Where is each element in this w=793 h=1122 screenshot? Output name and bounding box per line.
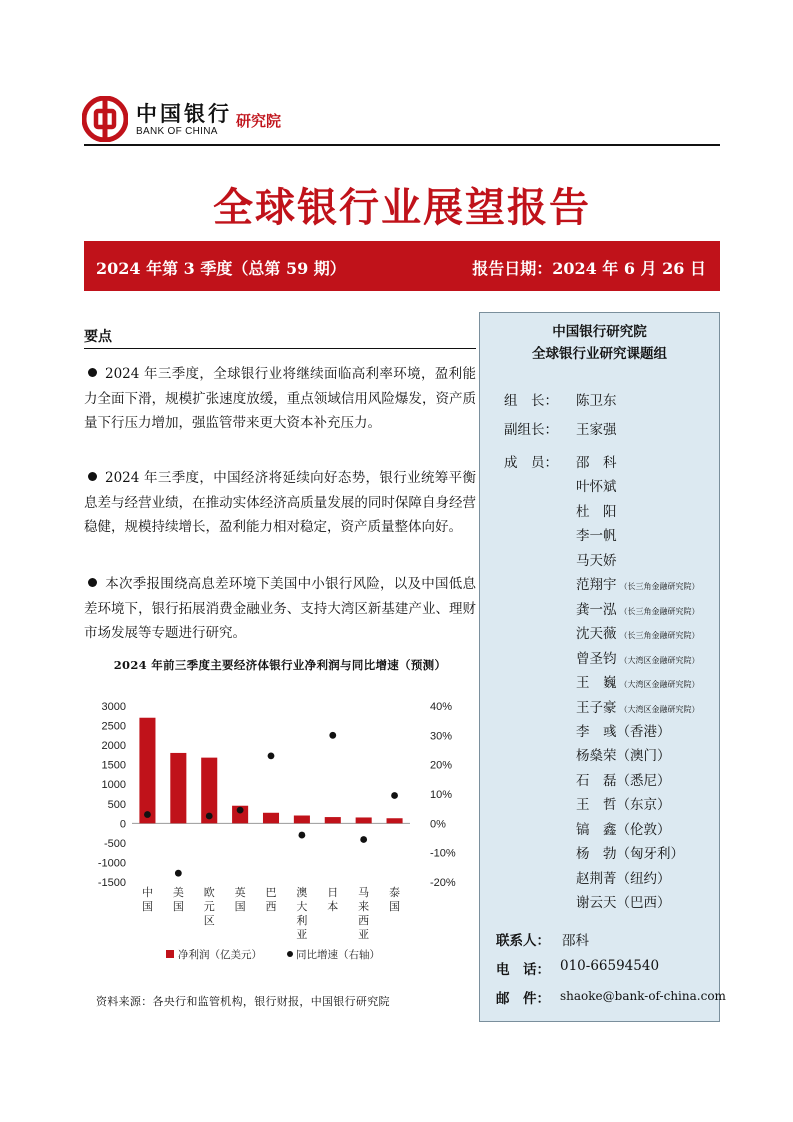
- member-name: 杨 勃（匈牙利）: [576, 846, 684, 863]
- growth-point-4: [237, 807, 244, 814]
- member-affiliation: （大湾区金融研究院）: [619, 704, 700, 714]
- category-label-char: 区: [203, 914, 215, 927]
- growth-point-3: [206, 813, 213, 820]
- member-affiliation: （大湾区金融研究院）: [619, 655, 700, 665]
- category-label-char: 亚: [296, 928, 308, 941]
- growth-point-2: [175, 870, 182, 877]
- profit-growth-chart: [84, 680, 476, 970]
- team-member: [576, 818, 671, 838]
- member-name: 杨燊荣（澳门）: [576, 748, 671, 765]
- team-member: [576, 451, 617, 471]
- logo-english-text: BANK OF CHINA: [136, 126, 218, 137]
- key-points-divider: [84, 348, 476, 349]
- issue-banner: [84, 241, 720, 291]
- category-label-char: 日: [327, 886, 339, 899]
- category-label-char: 澳: [296, 886, 308, 899]
- member-affiliation: （长三角金融研究院）: [619, 582, 700, 592]
- team-member: [576, 793, 671, 813]
- leader-name: 陈卫东: [576, 393, 617, 409]
- right-axis-tick-label: -10%: [430, 847, 456, 860]
- contact-name: 邵科: [562, 933, 589, 949]
- deputy-name: 王家强: [576, 422, 617, 438]
- left-axis-tick-label: 2000: [101, 740, 126, 753]
- category-label-char: 美: [172, 886, 184, 899]
- team-member: [576, 549, 617, 569]
- member-name: 王 巍: [576, 675, 617, 692]
- team-member: [576, 622, 700, 642]
- key-point-text: 2024 年三季度，全球银行业将继续面临高利率环境，盈利能力全面下滑，规模扩张速度放缓，重点领域信用风险爆发，资产质量下行压力增加，强监管带来更大资本补充压力。: [84, 366, 476, 431]
- left-axis-tick-label: 0: [119, 818, 126, 831]
- right-axis-tick-label: 40%: [430, 701, 453, 713]
- member-name: 龚一泓: [576, 601, 617, 618]
- team-member: [576, 573, 700, 593]
- growth-point-6: [298, 832, 305, 839]
- right-axis-tick-label: 0%: [430, 818, 446, 831]
- left-axis-tick-label: -1500: [97, 877, 126, 889]
- logo-chinese-text: 中国银行: [136, 101, 232, 126]
- bar-7: [325, 817, 341, 823]
- legend-dot-label: 同比增速（右轴）: [296, 949, 380, 961]
- deputy-label: 副组长：: [504, 422, 558, 438]
- growth-point-1: [144, 811, 151, 818]
- key-point-1: [84, 362, 476, 436]
- institute-label: 研究院: [236, 112, 282, 130]
- team-member: [576, 647, 700, 667]
- legend-dot-swatch: [287, 951, 293, 957]
- category-label-char: 元: [203, 900, 215, 913]
- key-point-text: 本次季报围绕高息差环境下美国中小银行风险，以及中国低息差环境下，银行拓展消费金融业务、支持大湾区新基建产业、理财市场发展等专题进行研究。: [84, 576, 476, 641]
- category-label-char: 巴: [265, 886, 277, 899]
- member-name: 叶怀斌: [576, 479, 617, 496]
- bar-8: [356, 817, 372, 823]
- category-label-char: 国: [141, 900, 153, 913]
- team-member: [576, 500, 617, 520]
- team-member: [576, 720, 671, 740]
- member-name: 石 磊（悉尼）: [576, 772, 671, 789]
- growth-point-9: [391, 792, 398, 799]
- phone-label: 电 话：: [496, 962, 550, 978]
- category-label-char: 英: [234, 886, 246, 899]
- member-name: 镐 鑫（伦敦）: [576, 821, 671, 838]
- right-axis-tick-label: 10%: [430, 789, 453, 801]
- member-name: 邵 科: [576, 455, 617, 471]
- phone-number: 010-66594540: [560, 958, 660, 974]
- team-member: [576, 475, 617, 495]
- bar-5: [263, 813, 279, 824]
- team-member: [576, 769, 671, 789]
- member-name: 李一帆: [576, 528, 617, 545]
- category-label-char: 本: [327, 900, 339, 913]
- header-divider: [84, 144, 720, 146]
- team-member: [576, 867, 671, 887]
- member-name: 赵荆菁（纽约）: [576, 870, 671, 887]
- key-points-heading: 要点: [84, 329, 112, 345]
- key-point-text: 2024 年三季度，中国经济将延续向好态势，银行业统筹平衡息差与经营业绩，在推动实体经济高质量发展的同时保障自身经营稳健，规模持续增长，盈利能力相对稳定，资产质量整体向好。: [84, 470, 476, 535]
- category-label-char: 国: [234, 900, 246, 913]
- legend-bar-label: 净利润（亿美元）: [178, 949, 262, 961]
- chart-source: 资料来源：各央行和监管机构，银行财报，中国银行研究院: [96, 995, 390, 1008]
- team-member: [576, 891, 671, 911]
- growth-point-5: [268, 752, 275, 759]
- team-member: [576, 598, 700, 618]
- left-axis-tick-label: -500: [103, 837, 126, 850]
- report-date: 报告日期：2024 年 6 月 26 日: [472, 259, 706, 278]
- growth-point-7: [329, 732, 336, 739]
- growth-point-8: [360, 836, 367, 843]
- member-name: 曾圣钧: [576, 650, 617, 667]
- member-name: 李 彧（香港）: [576, 723, 671, 740]
- key-point-3: [84, 572, 476, 646]
- category-label-char: 国: [172, 900, 184, 913]
- email-address: shaoke@bank-of-china.com: [560, 989, 726, 1003]
- team-institute: 中国银行研究院: [552, 324, 647, 340]
- members-label: 成 员：: [504, 455, 558, 471]
- member-name: 王 哲（东京）: [576, 797, 671, 814]
- member-affiliation: （长三角金融研究院）: [619, 606, 700, 616]
- member-affiliation: （长三角金融研究院）: [619, 631, 700, 641]
- issue-number: 2024 年第 3 季度（总第 59 期）: [96, 259, 346, 278]
- category-label-char: 泰: [389, 886, 401, 899]
- left-axis-tick-label: 2500: [101, 720, 126, 733]
- category-label-char: 亚: [358, 928, 370, 941]
- category-label-char: 欧: [203, 886, 215, 899]
- member-name: 沈天薇: [576, 626, 617, 643]
- bar-2: [170, 753, 186, 823]
- member-name: 王子豪: [576, 699, 617, 716]
- category-label-char: 中: [141, 886, 153, 899]
- category-label-char: 大: [296, 900, 308, 913]
- chart-title: 2024 年前三季度主要经济体银行业净利润与同比增速（预测）: [113, 658, 447, 672]
- left-axis-tick-label: -1000: [97, 857, 126, 870]
- contact-label: 联系人：: [496, 933, 550, 949]
- member-name: 范翔宇: [576, 577, 617, 594]
- bar-9: [387, 818, 403, 823]
- right-axis-tick-label: 20%: [430, 759, 453, 772]
- member-name: 杜 阳: [576, 503, 617, 520]
- legend-bar-swatch: [166, 950, 174, 958]
- member-affiliation: （大湾区金融研究院）: [619, 680, 700, 690]
- member-name: 谢云天（巴西）: [576, 895, 671, 912]
- left-axis-tick-label: 3000: [101, 701, 126, 713]
- category-label-char: 马: [358, 886, 370, 899]
- category-label-char: 西: [265, 900, 277, 913]
- bullet-icon: [88, 472, 97, 481]
- team-member: [576, 696, 700, 716]
- member-name: 马天娇: [576, 552, 617, 569]
- bullet-icon: [88, 368, 97, 377]
- team-group-name: 全球银行业研究课题组: [532, 346, 667, 362]
- team-member: [576, 524, 617, 544]
- left-axis-tick-label: 1000: [101, 779, 126, 792]
- right-axis-tick-label: -20%: [430, 877, 456, 889]
- key-point-2: [84, 466, 476, 540]
- report-title: 全球银行业展望报告: [213, 185, 591, 231]
- team-member: [576, 842, 684, 862]
- right-axis-tick-label: 30%: [430, 730, 453, 743]
- category-label-char: 西: [358, 914, 370, 927]
- category-label-char: 国: [389, 900, 401, 913]
- leader-label: 组 长：: [504, 393, 558, 409]
- bank-of-china-logo: [82, 96, 128, 142]
- bar-6: [294, 816, 310, 824]
- left-axis-tick-label: 1500: [101, 759, 126, 772]
- category-label-char: 来: [358, 900, 370, 913]
- email-label: 邮 件：: [496, 991, 550, 1007]
- bullet-icon: [88, 578, 97, 587]
- team-member: [576, 744, 671, 764]
- team-member: [576, 671, 700, 691]
- left-axis-tick-label: 500: [107, 798, 126, 811]
- category-label-char: 利: [296, 914, 308, 927]
- bar-1: [139, 718, 155, 824]
